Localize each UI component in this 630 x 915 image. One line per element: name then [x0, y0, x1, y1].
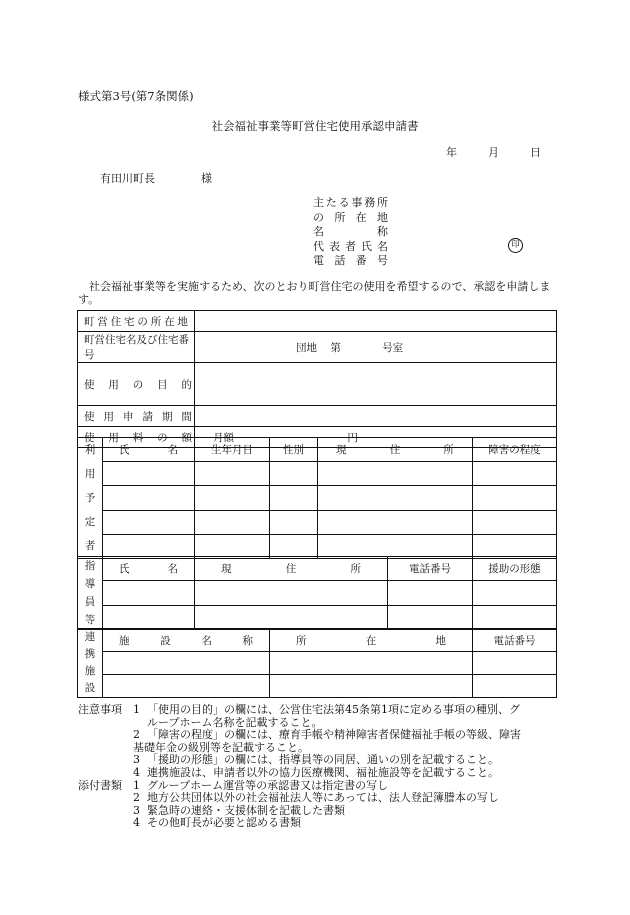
- monthly-text: 月額: [213, 431, 234, 444]
- notes-label: 注意事項: [78, 703, 122, 716]
- name-input[interactable]: [195, 332, 557, 363]
- resident-cell[interactable]: [195, 510, 270, 534]
- resident-cell[interactable]: [473, 462, 557, 486]
- dai-text: 第: [330, 341, 341, 354]
- note-number: 4: [133, 765, 140, 779]
- facility-cell[interactable]: [473, 675, 557, 698]
- staff-header-phone: 電話番号: [388, 557, 473, 581]
- staff-cell[interactable]: [388, 581, 473, 605]
- residents-label: 利用予定者: [78, 438, 103, 559]
- date-day: 日: [530, 146, 541, 159]
- addressee-name: 有田川町長: [100, 172, 155, 185]
- seal-mark: 印: [508, 238, 523, 253]
- staff-cell[interactable]: [195, 605, 388, 629]
- resident-cell[interactable]: [473, 486, 557, 510]
- location-label-cell: 町 営 住 宅 の 所 在 地: [78, 311, 195, 332]
- note-line: ループホーム名称を記載すること。: [147, 715, 323, 729]
- applicant-field: の 所 在 地: [313, 210, 388, 224]
- residents-header-birth: 生年月日: [195, 438, 270, 462]
- staff-header-address: 現 住 所: [195, 557, 388, 581]
- note-line: 「使用の目的」の欄には、公営住宅法第45条第1項に定める事項の種別、グ: [147, 703, 520, 716]
- facility-header-phone: 電話番号: [473, 629, 557, 652]
- period-input[interactable]: [195, 406, 557, 427]
- staff-cell[interactable]: [103, 605, 195, 629]
- resident-cell[interactable]: [270, 486, 318, 510]
- purpose-label-cell: 使 用 の 目 的: [78, 363, 195, 406]
- location-input[interactable]: [195, 311, 557, 332]
- note-line: 「障害の程度」の欄には、療育手帳や精神障害者保健福祉手帳の等級、障害: [147, 728, 521, 742]
- note-number: 3: [133, 753, 140, 767]
- facility-table: [77, 628, 557, 698]
- facility-cell[interactable]: [270, 675, 473, 698]
- addressee: [100, 170, 212, 186]
- applicant-block: [313, 196, 388, 269]
- facility-cell[interactable]: [103, 675, 270, 698]
- form-number: 様式第3号(第7条関係): [78, 89, 194, 103]
- attachment-number: 3: [133, 803, 140, 817]
- resident-cell[interactable]: [318, 486, 473, 510]
- resident-cell[interactable]: [195, 534, 270, 558]
- staff-table: [77, 556, 557, 630]
- staff-cell[interactable]: [103, 581, 195, 605]
- resident-cell[interactable]: [270, 462, 318, 486]
- resident-cell[interactable]: [195, 462, 270, 486]
- note-number: 2: [133, 728, 140, 742]
- residents-header-sex: 性別: [270, 438, 318, 462]
- note-line: 基礎年金の級別等を記載すること。: [133, 740, 309, 754]
- staff-label: 指導員等: [78, 557, 103, 630]
- staff-header-support: 援助の形態: [473, 557, 557, 581]
- facility-label: 連携施設: [78, 629, 103, 698]
- facility-header-name: 施 設 名 称: [103, 629, 270, 652]
- staff-cell[interactable]: [388, 605, 473, 629]
- facility-cell[interactable]: [103, 652, 270, 675]
- attachment-number: 4: [133, 816, 140, 830]
- date-line: [446, 144, 541, 160]
- date-month: 月: [488, 146, 499, 159]
- yen-text: 円: [347, 431, 358, 444]
- resident-cell[interactable]: [103, 462, 195, 486]
- facility-cell[interactable]: [473, 652, 557, 675]
- residents-header-address: 現 住 所: [318, 438, 473, 462]
- fee-label-cell: 使 用 料 の 額: [78, 427, 195, 448]
- date-year: 年: [446, 146, 457, 159]
- note-number: 1: [133, 703, 140, 716]
- staff-cell[interactable]: [195, 581, 388, 605]
- application-table: [77, 310, 557, 448]
- applicant-field: 主たる事務所: [313, 196, 388, 209]
- residents-header-name: 氏 名: [103, 438, 195, 462]
- document-title: 社会福祉事業等町営住宅使用承認申請書: [211, 119, 419, 133]
- resident-cell[interactable]: [318, 462, 473, 486]
- staff-cell[interactable]: [473, 581, 557, 605]
- period-label-cell: 使 用 申 請 期 間: [78, 406, 195, 427]
- note-line: 連携施設は、申請者以外の協力医療機関、福祉施設等を記載すること。: [147, 765, 499, 779]
- attachments-label: 添付書類: [78, 778, 122, 792]
- facility-header-address: 所 在 地: [270, 629, 473, 652]
- attachment-text: 地方公共団体以外の社会福祉法人等にあっては、法人登記簿謄本の写し: [147, 791, 499, 805]
- resident-cell[interactable]: [318, 534, 473, 558]
- applicant-field: 名 称: [313, 225, 388, 238]
- staff-cell[interactable]: [473, 605, 557, 629]
- resident-cell[interactable]: [103, 534, 195, 558]
- applicant-field: 電 話 番 号: [313, 254, 388, 267]
- purpose-input[interactable]: [195, 363, 557, 406]
- facility-cell[interactable]: [270, 652, 473, 675]
- resident-cell[interactable]: [270, 510, 318, 534]
- resident-cell[interactable]: [270, 534, 318, 558]
- resident-cell[interactable]: [473, 534, 557, 558]
- resident-cell[interactable]: [195, 486, 270, 510]
- resident-cell[interactable]: [103, 486, 195, 510]
- attachment-text: その他町長が必要と認める書類: [147, 816, 301, 830]
- attachment-number: 1: [133, 778, 140, 792]
- attachment-number: 2: [133, 791, 140, 805]
- danchi-text: 団地: [296, 341, 317, 354]
- note-line: 「援助の形態」の欄には、指導員等の同居、通いの別を記載すること。: [147, 753, 499, 767]
- attachment-text: 緊急時の連絡・支援体制を記載した書類: [147, 803, 345, 817]
- residents-table: [77, 437, 557, 559]
- attachment-text: グループホーム運営等の承認書又は指定書の写し: [147, 778, 389, 792]
- applicant-field: 代 表 者 氏 名: [313, 239, 388, 253]
- staff-header-name: 氏 名: [103, 557, 195, 581]
- addressee-honorific: 様: [201, 172, 212, 185]
- intro-text: 社会福祉事業等を実施するため、次のとおり町営住宅の使用を希望するので、承認を申請します。: [78, 280, 551, 306]
- resident-cell[interactable]: [103, 510, 195, 534]
- residents-header-disability: 障害の程度: [473, 438, 557, 462]
- resident-cell[interactable]: [318, 510, 473, 534]
- resident-cell[interactable]: [473, 510, 557, 534]
- gou-text: 号室: [382, 341, 404, 354]
- name-label: 町営住宅名及び住宅番号: [78, 332, 195, 363]
